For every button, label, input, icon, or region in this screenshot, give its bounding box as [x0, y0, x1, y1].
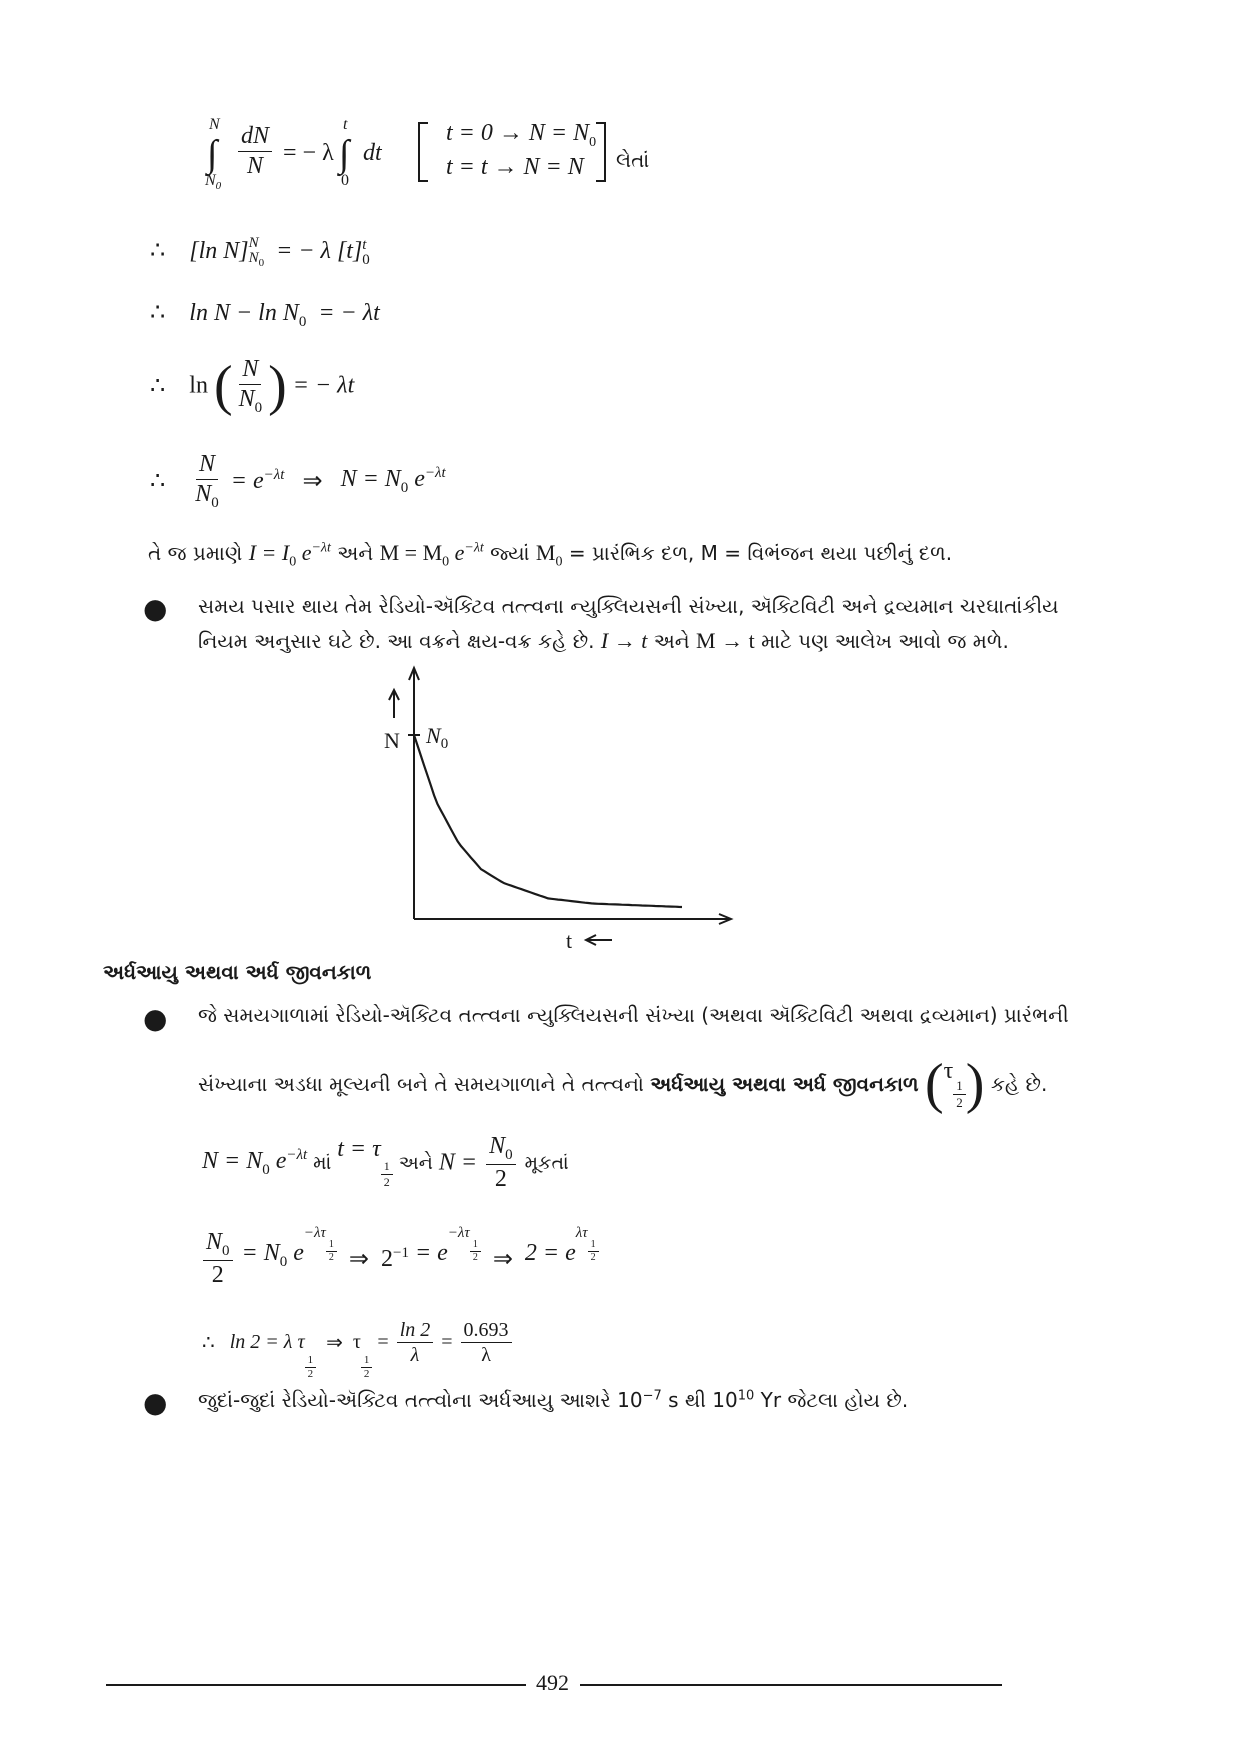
dN-over-N: $\frac{dN}{N}$ [238, 122, 272, 181]
upper-limit-t: t [343, 116, 348, 133]
x-axis-label: t [566, 928, 573, 953]
bullet2-line2: સંખ્યાના અડધા મૂલ્યની બને તે સમયગાળાને તે તત્ત્વનો અર્ધઆયુ અથવા અર્ધ જીવનકાળ (τ $\frac{1}{2}$ ) કહે છે. [198, 1053, 1048, 1115]
bullet-dot-1: ● [143, 592, 168, 625]
y-axis-label: N [384, 728, 400, 753]
page-number: 492 [536, 1670, 569, 1695]
footer-rule-left [106, 1684, 526, 1686]
footer-rule-right [580, 1684, 1002, 1686]
bullet3-text: જુદાં-જુદાં રેડિયો-ઍક્ટિવ તત્ત્વોના અર્ધઆયુ આશરે $10^{-7}$ s થી $10^{10}$ Yr જેટલા હોય છે. [198, 1388, 909, 1412]
eq-final: ∴ ln 2 = λ τ $\frac{1}{2}$ ⇒ τ $\frac{1}{2}$ = $\frac{\ln 2}{\lambda}$ = $\frac{0.693}{\lambda}$ [202, 1318, 515, 1381]
bullet1-line2: નિયમ અનુસાર ઘટે છે. આ વક્રને ક્ષય-વક્ર કહે છે. I → t અને M → t માટે પણ આલેખ આવો જ મળે. [198, 628, 1009, 653]
decay-curve-chart [370, 660, 750, 955]
eq-ln-frac: ∴ ln ( $\frac{N}{N_0}$ ) = − λt [150, 355, 355, 417]
letaan-text: લેતાં [616, 148, 650, 172]
bullet-dot-3: ● [143, 1386, 168, 1419]
section-heading-half-life: અર્ધઆયુ અથવા અર્ધ જીવનકાળ [103, 960, 372, 984]
eq-substitution: $N = N_0$ $e^{-\lambda t}$ માં t = τ $\frac{1}{2}$ અને N = $\frac{N_0}{2}$ મૂકતાં [202, 1133, 569, 1192]
bullet2-line1: જે સમયગાળામાં રેડિયો-ઍક્ટિવ તત્ત્વના ન્યુક્લિયસની સંખ્યા (અથવા ઍક્ટિવિટી અથવા દ્રવ્યમાન) પ્રારંભની [198, 1003, 1069, 1027]
eq-half: $\frac{N_0}{2}$ = $N_0$ $e^{-\lambda\tau \frac{1}{2}}$ ⇒ $2^{-1} = e^{-\lambda\tau \frac{1}{2}}$ ⇒ $2 = e^{\lambda\tau \frac{1}{2}}$ [200, 1228, 599, 1290]
integral-sign: ∫ [207, 133, 218, 175]
condition-bracket-right [596, 122, 606, 182]
decay-curve [414, 735, 682, 907]
eq-ln-bracket: ∴ [ln N] N $N_0$ = − λ [t] t 0 [150, 235, 370, 269]
eq-ln-diff: ∴ $\ln N - \ln N_0$ = − λt [150, 300, 380, 330]
lower-limit-N0: $N_0$ [205, 172, 222, 193]
eq-exp: ∴ $\frac{N}{N_0}$ = $e^{-\lambda t}$ ⇒ $N = N_0$ $e^{-\lambda t}$ [150, 451, 446, 511]
y-tick-label-N0: $N_0$ [426, 723, 449, 752]
condition-2: t = t → N = N [446, 154, 584, 180]
lower-limit-0: 0 [341, 172, 349, 189]
condition-bracket-left [418, 122, 428, 182]
integral-sign-2: ∫ [339, 133, 350, 175]
bullet-dot-2: ● [143, 1002, 168, 1035]
condition-1: $t = 0 \to N = N_0$ [446, 120, 597, 150]
dt: dt [363, 140, 382, 166]
similarly-line: તે જ પ્રમાણે $I = I_0$ $e^{-\lambda t}$ અને $M = M_0$ $e^{-\lambda t}$ જ્યાં $M_0$ = પ્રારંભિક દળ, M = વિભંજન થયા પછીનું દળ. [148, 540, 953, 570]
bullet1-line1: સમય પસાર થાય તેમ રેડિયો-ઍક્ટિવ તત્ત્વના ન્યુક્લિયસની સંખ્યા, ઍક્ટિવિટી અને દ્રવ્યમાન ચરઘાતાંકીય [198, 594, 1059, 618]
upper-limit-N: N [209, 116, 220, 133]
equals-minus-lambda: = − λ [283, 140, 334, 166]
